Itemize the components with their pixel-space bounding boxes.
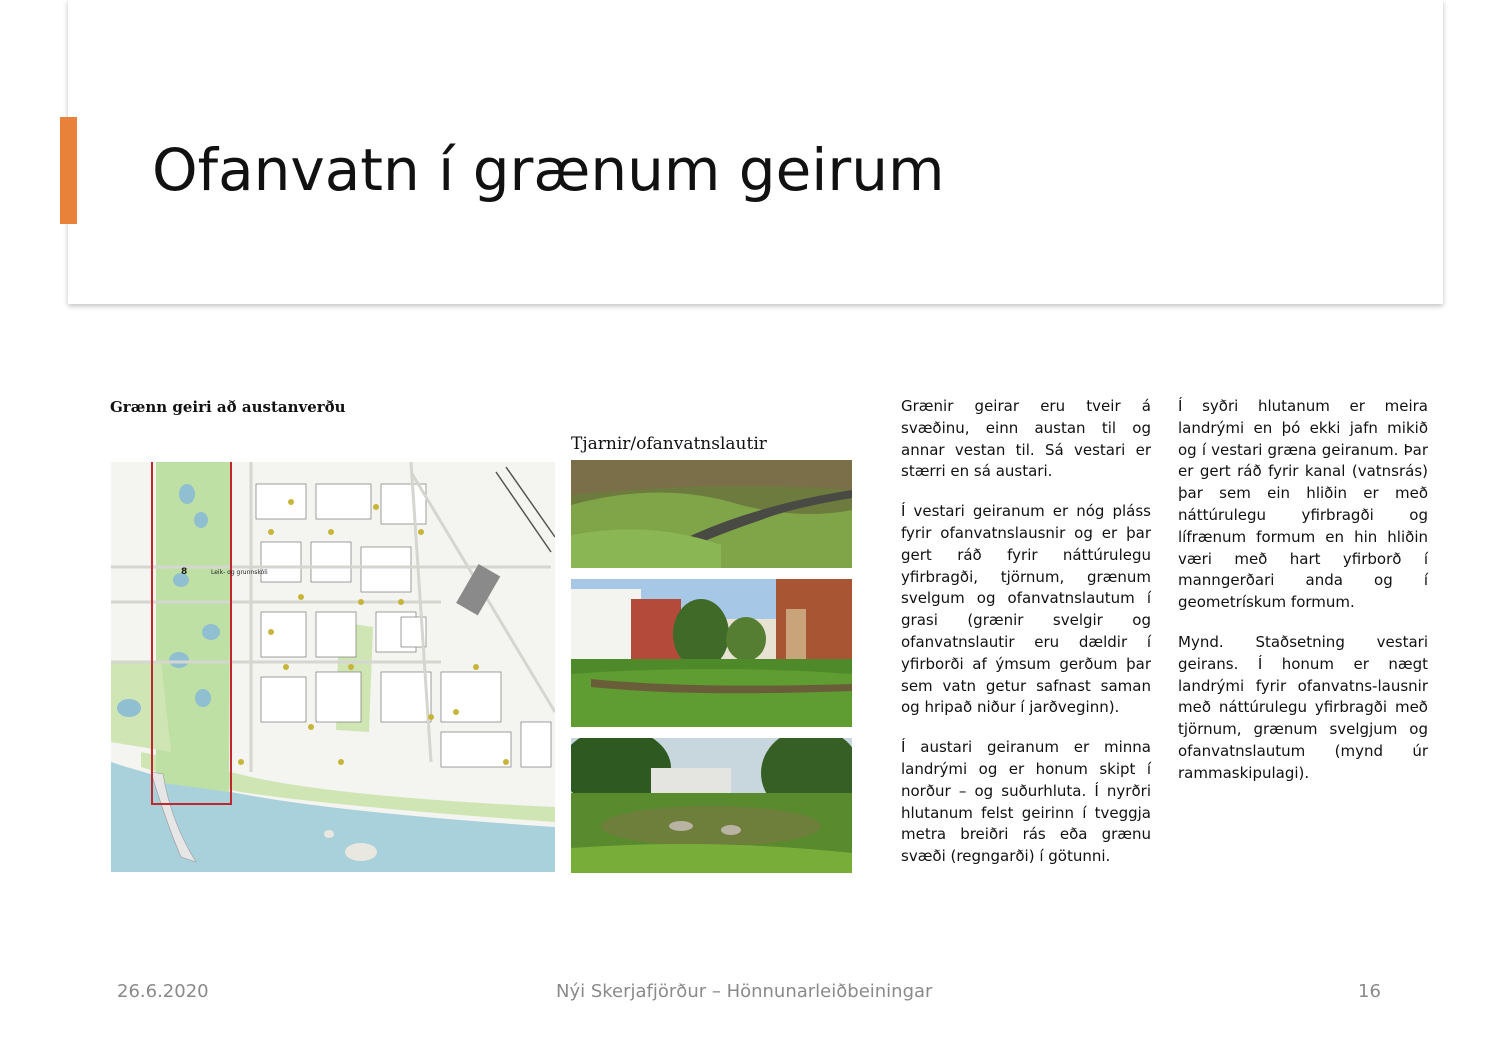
map-label-number: 8	[181, 567, 188, 577]
photos-caption: Tjarnir/ofanvatnslautir	[571, 434, 767, 454]
photo-swale	[571, 460, 852, 568]
text-column-left	[901, 396, 1151, 886]
title-accent-bar	[60, 117, 77, 224]
site-plan-map	[111, 462, 555, 872]
text-column-right	[1178, 396, 1428, 803]
page-number: 16	[1358, 981, 1381, 1002]
paragraph: Í syðri hlutanum er meira landrými en þó ekki jafn mikið og í vestari græna geiranum. Þar er gert ráð fyrir kanal (vatnsrás) þar sem ein hliðin er með náttúrulegu yfirbragði og lífrænum formum en hin hliðin væri með hart yfirborð í manngerðari anda og í geometrískum formum.	[1178, 397, 1428, 612]
photo-pond	[571, 738, 852, 873]
photo-channel	[571, 579, 852, 727]
map-label-leikskoli: Leik- og grunnskóli	[211, 569, 268, 576]
paragraph: Mynd. Staðsetning vestari geirans. Í honum er nægt landrými fyrir ofanvatns-lausnir með náttúrulegu yfirbragði með tjörnum, grænum svelgjum og ofanvatnslautum (mynd úr rammaskipulagi).	[1178, 632, 1428, 782]
paragraph: Í austari geiranum er minna landrými og er honum skipt í norður – og suðurhluta. Í nyrðri hlutanum felst geirinn í tveggja metra breiðri rás eða grænu svæði (regngarði) í götunni.	[901, 738, 1151, 866]
paragraph: Grænir geirar eru tveir á svæðinu, einn austan til og annar vestan til. Sá vestari er stærri en sá austari.	[901, 397, 1151, 481]
paragraph: Í vestari geiranum er nóg pláss fyrir ofanvatnslausnir og er þar gert ráð fyrir náttúrulegu yfirbragði, tjörnum, grænum svelgum og ofanvatnslautum í grasi (grænir svelgir og ofanvatnslautir eru dældir í yfirborði af ýmsum gerðum þar sem vatn getur safnast saman og hripað niður í jarðveginn).	[901, 502, 1151, 717]
footer-date: 26.6.2020	[117, 981, 209, 1002]
footer-title: Nýi Skerjafjörður – Hönnunarleiðbeiningar	[556, 981, 933, 1002]
slide-title: Ofanvatn í grænum geirum	[152, 136, 945, 204]
map-caption: Grænn geiri að austanverðu	[110, 398, 346, 416]
